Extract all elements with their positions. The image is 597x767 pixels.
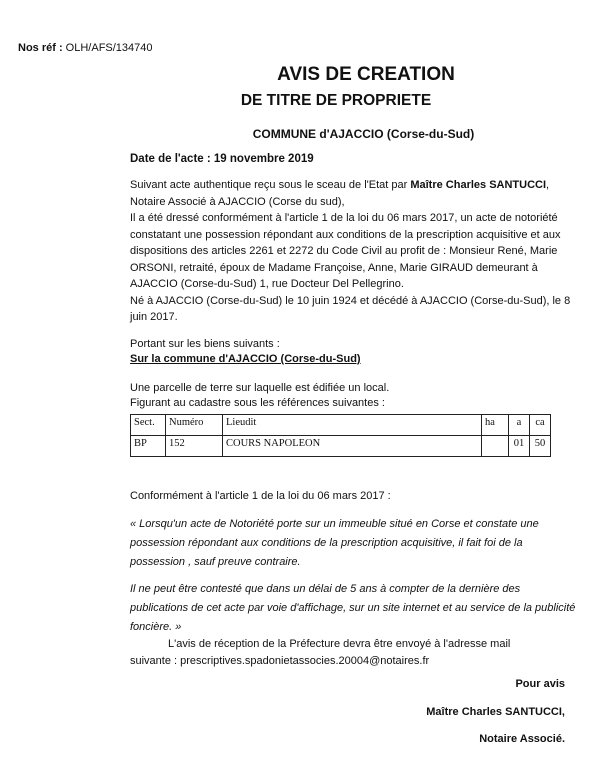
table-cell: COURS NAPOLEON [223,436,482,457]
acte-p1-text: Suivant acte authentique reçu sous le sceau de l'Etat par [130,179,411,191]
table-header-cell: Numéro [166,415,223,436]
table-cell: 152 [166,436,223,457]
table-row [131,436,551,457]
parcel-description [130,381,389,411]
table-header-cell: a [509,415,530,436]
pour-avis: Pour avis [515,678,565,690]
biens-section [130,337,361,367]
page-subtitle: DE TITRE DE PROPRIETE [240,92,432,109]
quote-paragraph-1: « Lorsqu'un acte de Notoriété porte sur un immeuble situé en Corse et constate une possession répondant aux conditions de la prescription acquisitive, il fait foi de la possession , sauf preuve contraire. [130,518,539,568]
avis-reception [130,636,580,669]
table-cell [482,436,509,457]
table-header-row [131,415,551,436]
reference-line [18,42,153,54]
avis-line-2: suivante : prescriptives.spadonietassocies.20004@notaires.fr [130,654,430,667]
quote-paragraph-2: Il ne peut être contesté que dans un délai de 5 ans à compter de la dernière des publications de cet acte par voie d'affichage, sur un site internet et au service de la publicité foncière. » [130,583,576,633]
reference-value: OLH/AFS/134740 [62,42,153,54]
biens-intro: Portant sur les biens suivants : [130,338,280,350]
notaire-name: Maître Charles SANTUCCI [410,179,547,191]
acte-body [130,177,580,326]
table-cell: BP [131,436,166,457]
loi-intro: Conformément à l'article 1 de la loi du 06 mars 2017 : [130,490,391,502]
reference-label: Nos réf : [18,42,63,54]
table-header-cell: ca [530,415,551,436]
signatory-role: Notaire Associé. [479,733,565,745]
acte-p1-tail: , Notaire Associé à AJACCIO (Corse du sud), [130,179,550,208]
table-cell: 01 [509,436,530,457]
cadastre-table [130,414,551,457]
acte-paragraph-2: Il a été dressé conformément à l'article 1 de la loi du 06 mars 2017, un acte de notoriété constatant une possession répondant aux conditions de la prescription acquisitive et aux dispositions des articles 2261 et 2272 du Code Civil au profit de : Monsieur René, Marie ORSONI, retraité, époux de Madame Françoise, Anne, Marie GIRAUD demeurant à AJACCIO (Corse-du-Sud) 1, rue Docteur Del Pellegrino. [130,212,561,290]
table-header-cell: ha [482,415,509,436]
acte-date: Date de l'acte : 19 novembre 2019 [130,153,314,165]
parcel-line-2: Figurant au cadastre sous les références suivantes : [130,397,385,409]
table-header-cell: Lieudit [223,415,482,436]
page-title: AVIS DE CREATION [277,64,455,85]
biens-commune: Sur la commune d'AJACCIO (Corse-du-Sud) [130,353,361,365]
table-cell: 50 [530,436,551,457]
signatory-name: Maître Charles SANTUCCI, [426,706,565,718]
acte-paragraph-3: Né à AJACCIO (Corse-du-Sud) le 10 juin 1924 et décédé à AJACCIO (Corse-du-Sud), le 8 juin 2017. [130,294,571,323]
commune-heading: COMMUNE d'AJACCIO (Corse-du-Sud) [252,127,475,141]
table-header-cell: Sect. [131,415,166,436]
loi-quote [130,515,580,645]
parcel-line-1: Une parcelle de terre sur laquelle est édifiée un local. [130,382,390,394]
acte-paragraph-1 [130,177,580,210]
avis-line-1: L'avis de réception de la Préfecture devra être envoyé à l'adresse mail [168,638,511,650]
